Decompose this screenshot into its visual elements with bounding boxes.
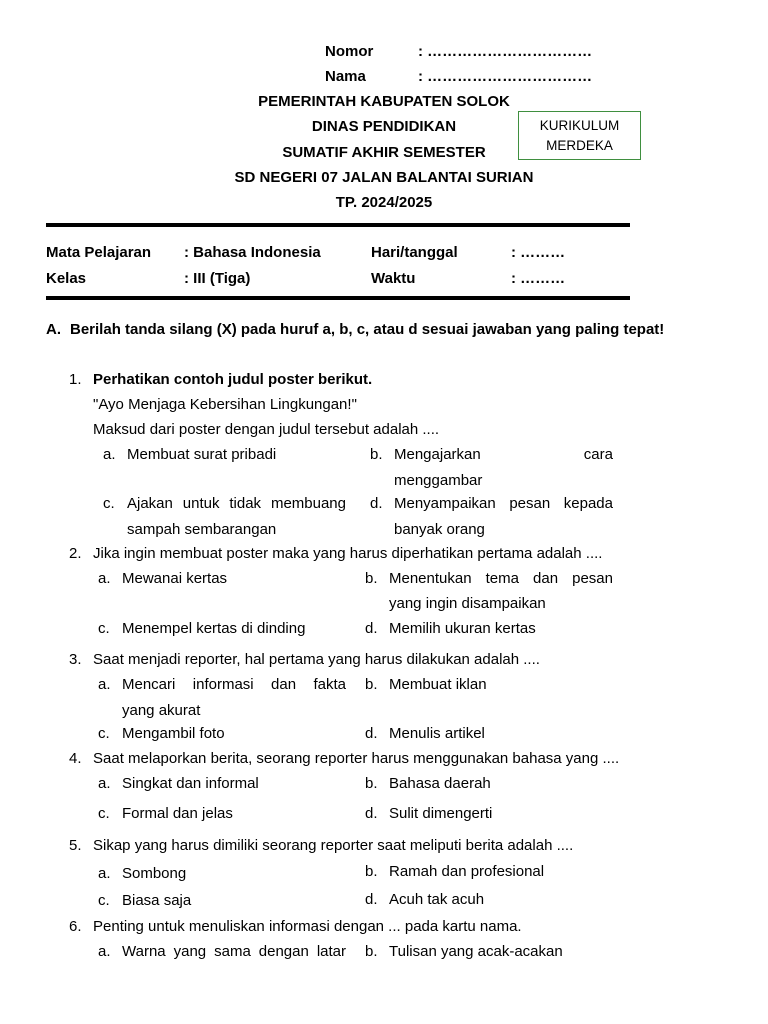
header-school-year: TP. 2024/2025 (335, 194, 433, 211)
header-school: SD NEGERI 07 JALAN BALANTAI SURIAN (234, 169, 534, 186)
question-6-option-b: Tulisan yang acak-acakan (389, 943, 563, 960)
class-label: Kelas (46, 270, 87, 287)
question-1-option-b-line2: menggambar (394, 472, 483, 489)
option-letter: a. (98, 775, 111, 792)
header-government: PEMERINTAH KABUPATEN SOLOK (258, 93, 510, 110)
option-letter: c. (98, 620, 110, 637)
question-1-option-b (394, 446, 613, 463)
nama-label: Nama (325, 68, 366, 85)
option-letter: a. (98, 943, 111, 960)
question-2-option-b-line2: yang ingin disampaikan (389, 595, 546, 612)
question-1-title: Perhatikan contoh judul poster berikut. (93, 371, 373, 388)
option-letter: c. (103, 495, 115, 512)
question-3-option-a (122, 676, 346, 693)
curriculum-badge-line2: MERDEKA (546, 138, 613, 153)
question-2-option-c: Menempel kertas di dinding (122, 620, 306, 637)
question-2-option-d: Memilih ukuran kertas (389, 620, 536, 637)
section-instruction: Berilah tanda silang (X) pada huruf a, b, c, atau d sesuai jawaban yang paling tepat! (70, 321, 665, 338)
question-3-option-a-line1: Mencari informasi dan fakta (122, 676, 346, 693)
question-2-text: Jika ingin membuat poster maka yang harus diperhatikan pertama adalah .... (93, 545, 603, 562)
question-1-option-c (127, 495, 346, 512)
question-5-option-d: Acuh tak acuh (389, 891, 485, 908)
question-1-option-c-line1: Ajakan untuk tidak membuang (127, 495, 346, 512)
question-3-option-c: Mengambil foto (122, 725, 225, 742)
question-number: 3. (69, 651, 82, 668)
question-4-option-c: Formal dan jelas (122, 805, 233, 822)
question-2-option-a: Mewanai kertas (122, 570, 228, 587)
option-letter: d. (365, 725, 378, 742)
question-1-text: Maksud dari poster dengan judul tersebut adalah .... (93, 421, 440, 438)
option-letter: a. (98, 676, 111, 693)
question-number: 2. (69, 545, 82, 562)
question-1-option-d-line2: banyak orang (394, 521, 485, 538)
question-6-option-a (122, 943, 346, 960)
question-6-option-a-line1: Warna yang sama dengan latar (122, 943, 346, 960)
header-divider-top (46, 223, 630, 227)
date-value: : ……… (511, 244, 566, 261)
time-label: Waktu (371, 270, 416, 287)
question-5-text: Sikap yang harus dimiliki seorang reporter saat meliputi berita adalah .... (93, 837, 574, 854)
question-4-text: Saat melaporkan berita, seorang reporter harus menggunakan bahasa yang .... (93, 750, 620, 767)
question-3-option-a-line2: yang akurat (122, 702, 201, 719)
question-3-option-d: Menulis artikel (389, 725, 485, 742)
option-letter: c. (98, 805, 110, 822)
option-letter: a. (98, 570, 111, 587)
curriculum-badge-line1: KURIKULUM (539, 118, 620, 133)
option-letter: d. (365, 805, 378, 822)
nomor-label: Nomor (325, 43, 374, 60)
subject-value: : Bahasa Indonesia (184, 244, 321, 261)
option-letter: d. (370, 495, 383, 512)
option-letter: b. (365, 943, 378, 960)
question-5-option-b: Ramah dan profesional (389, 863, 545, 880)
question-2-option-b-line1: Menentukan tema dan pesan (389, 570, 613, 587)
question-1-option-b-line1: Mengajarkan cara (394, 446, 613, 463)
option-letter: c. (98, 892, 110, 909)
question-1-option-a: Membuat surat pribadi (127, 446, 277, 463)
option-letter: b. (365, 570, 378, 587)
question-6-text: Penting untuk menuliskan informasi dengan ... pada kartu nama. (93, 918, 522, 935)
date-label: Hari/tanggal (371, 244, 458, 261)
option-letter: b. (365, 676, 378, 693)
question-5-option-a: Sombong (122, 865, 187, 882)
question-3-text: Saat menjadi reporter, hal pertama yang harus dilakukan adalah .... (93, 651, 540, 668)
option-letter: b. (365, 863, 378, 880)
question-2-option-b (389, 570, 613, 587)
question-4-option-d: Sulit dimengerti (389, 805, 493, 822)
question-4-option-b: Bahasa daerah (389, 775, 491, 792)
curriculum-badge (518, 111, 641, 160)
question-4-option-a: Singkat dan informal (122, 775, 259, 792)
header-divider-bottom (46, 296, 630, 300)
time-value: : ……… (511, 270, 566, 287)
question-number: 4. (69, 750, 82, 767)
question-5-option-c: Biasa saja (122, 892, 192, 909)
question-number: 6. (69, 918, 82, 935)
question-1-option-d (394, 495, 613, 512)
question-1-poster-title: "Ayo Menjaga Kebersihan Lingkungan!" (93, 396, 357, 413)
question-1-option-c-line2: sampah sembarangan (127, 521, 277, 538)
subject-label: Mata Pelajaran (46, 244, 152, 261)
option-letter: d. (365, 620, 378, 637)
question-3-option-b: Membuat iklan (389, 676, 487, 693)
header-exam-title: SUMATIF AKHIR SEMESTER (282, 144, 486, 161)
nama-value: : …………………………… (418, 68, 593, 85)
question-number: 1. (69, 371, 82, 388)
question-1-option-d-line1: Menyampaikan pesan kepada (394, 495, 613, 512)
option-letter: b. (365, 775, 378, 792)
option-letter: c. (98, 725, 110, 742)
question-number: 5. (69, 837, 82, 854)
class-value: : III (Tiga) (184, 270, 251, 287)
option-letter: a. (98, 865, 111, 882)
nomor-value: : …………………………… (418, 43, 593, 60)
section-marker: A. (46, 321, 61, 338)
option-letter: b. (370, 446, 383, 463)
header-department: DINAS PENDIDIKAN (311, 118, 457, 135)
option-letter: a. (103, 446, 116, 463)
option-letter: d. (365, 891, 378, 908)
